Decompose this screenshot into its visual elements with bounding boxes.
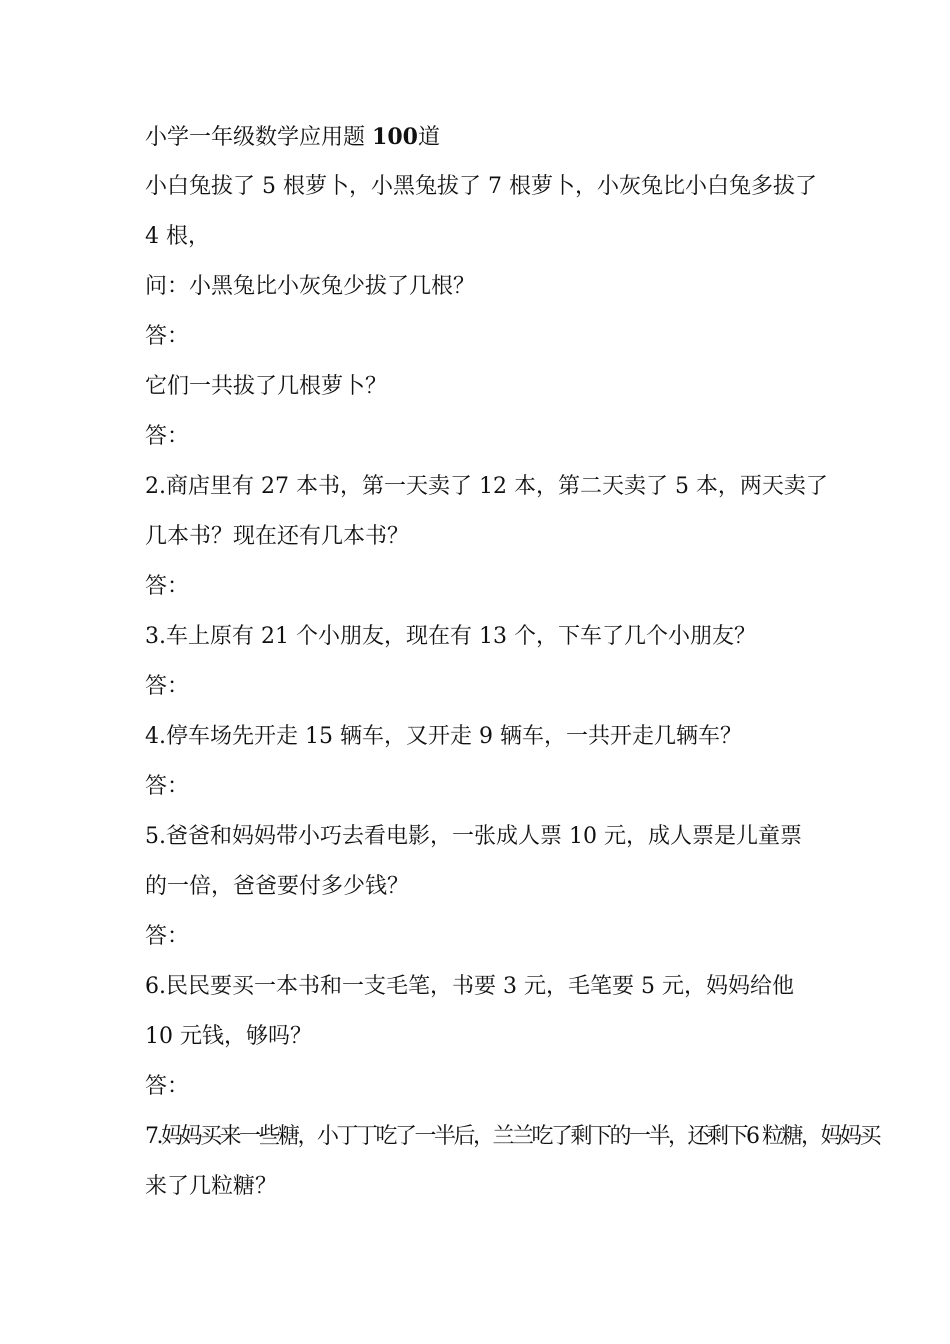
question-line: 问：小黑兔比小灰兔少拔了几根？ <box>145 274 476 299</box>
problem-2-line-2: 几本书？现在还有几本书？ <box>145 524 410 549</box>
text-line: 小白兔拔了 5 根萝卜，小黑兔拔了 7 根萝卜，小灰兔比小白兔多拔了 <box>145 174 817 199</box>
problem-6-line-2: 10 元钱，够吗？ <box>145 1024 312 1049</box>
answer-label: 答： <box>145 1074 190 1099</box>
document-title <box>145 124 440 151</box>
title-number: 100 <box>372 124 418 150</box>
problem-3: 3.车上原有 21 个小朋友，现在有 13 个，下车了几个小朋友？ <box>145 624 756 649</box>
problem-5-line-2: 的一倍，爸爸要付多少钱？ <box>145 874 410 899</box>
answer-label: 答： <box>145 324 190 349</box>
answer-label: 答： <box>145 924 190 949</box>
title-prefix: 小学一年级数学应用题 <box>145 125 366 150</box>
question-line: 它们一共拔了几根萝卜？ <box>145 374 388 399</box>
text-line: 4 根， <box>145 224 210 249</box>
title-suffix: 道 <box>417 125 440 150</box>
answer-label: 答： <box>145 424 190 449</box>
problem-7-line-2: 来了几粒糖？ <box>145 1174 278 1199</box>
problem-6-line-1: 6.民民要买一本书和一支毛笔，书要 3 元，毛笔要 5 元，妈妈给他 <box>145 974 794 999</box>
problem-5-line-1: 5.爸爸和妈妈带小巧去看电影，一张成人票 10 元，成人票是儿童票 <box>145 824 802 849</box>
problem-4: 4.停车场先开走 15 辆车，又开走 9 辆车，一共开走几辆车？ <box>145 724 742 749</box>
answer-label: 答： <box>145 674 190 699</box>
problem-7-line-1: 7.妈妈买来一些糖，小丁丁吃了一半后，兰兰吃了剩下的一半，还剩下6 粒糖，妈妈买 <box>145 1124 879 1149</box>
answer-label: 答： <box>145 774 190 799</box>
answer-label: 答： <box>145 574 190 599</box>
problem-2-line-1: 2.商店里有 27 本书，第一天卖了 12 本，第二天卖了 5 本，两天卖了 <box>145 474 828 499</box>
